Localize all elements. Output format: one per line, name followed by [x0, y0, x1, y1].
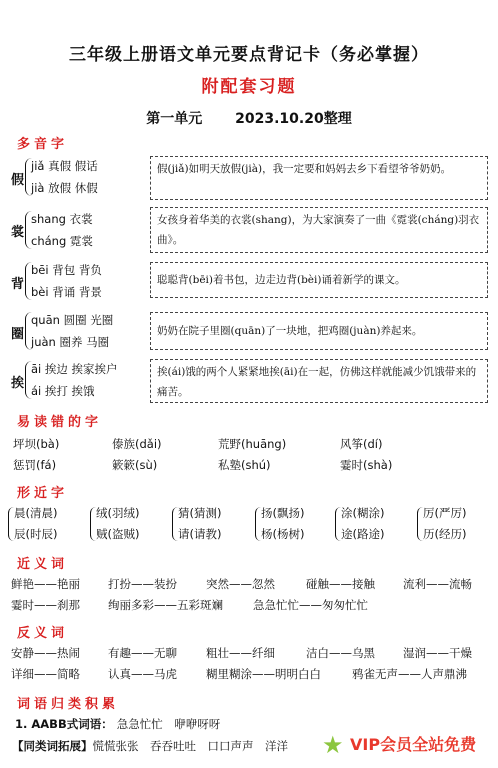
section-antonyms: 反义词: [17, 626, 69, 641]
example-sentence: 假(jiǎ)如明天放假(jià)，我一定要和妈妈去乡下看望爷爷奶奶。: [150, 156, 488, 200]
similar-word: 贼(盗贼): [96, 527, 140, 541]
synonym-pair: 绚丽多彩——五彩斑斓: [108, 598, 223, 612]
unit-date: 2023.10.20整理: [235, 111, 352, 127]
word-item: 霎时(shà): [340, 458, 393, 472]
reading-1: bēi 背包 背负: [31, 263, 102, 277]
polyphonic-char: 挨: [11, 376, 25, 391]
page-subtitle: 附配套习题: [201, 77, 297, 97]
watermark-text: VIP会员全站免费: [350, 735, 477, 754]
synonym-pair: 鲜艳——艳丽: [11, 577, 80, 591]
example-sentence: 聪聪背(bēi)着书包，边走边背(bèi)诵着新学的课文。: [150, 262, 488, 298]
antonym-pair: 湿润——干燥: [403, 646, 472, 660]
polyphonic-row: [8, 156, 492, 200]
similar-word: 晨(清晨): [14, 506, 58, 520]
section-categories: 词语归类积累: [17, 697, 120, 712]
antonym-pair: 粗壮——纤细: [206, 646, 275, 660]
reading-2: jià 放假 休假: [31, 181, 98, 195]
reading-2: bèi 背诵 背景: [31, 285, 102, 299]
reading-1: shang 衣裳: [31, 212, 93, 226]
similar-word: 猜(猜测): [178, 506, 222, 520]
reading-1: jiǎ 真假 假话: [31, 159, 98, 173]
extension-line: [12, 738, 288, 754]
section-confusing: 易读错的字: [17, 415, 103, 430]
unit-name: 第一单元: [146, 111, 203, 127]
synonym-pair: 霎时——刹那: [11, 598, 80, 612]
antonym-pair: 认真——马虎: [108, 667, 177, 681]
antonym-pair: 安静——热闹: [11, 646, 80, 660]
polyphonic-row: [8, 207, 492, 253]
polyphonic-char: 背: [11, 277, 25, 292]
reading-1: āi 挨边 挨家挨户: [31, 362, 118, 376]
similar-word: 绒(羽绒): [96, 506, 140, 520]
page-title: 三年级上册语文单元要点背记卡（务必掌握）: [69, 45, 429, 65]
word-item: 簌簌(sù): [112, 458, 158, 472]
similar-word: 请(请教): [178, 527, 222, 541]
synonym-pair: 流利——流畅: [403, 577, 472, 591]
similar-word: 辰(时辰): [14, 527, 58, 541]
polyphonic-char: 圈: [11, 327, 25, 342]
synonym-pair: 碰触——接触: [306, 577, 375, 591]
unit-header: [0, 108, 498, 128]
polyphonic-char: 裳: [11, 225, 25, 240]
section-synonyms: 近义词: [17, 557, 69, 572]
word-item: 风筝(dí): [340, 437, 383, 451]
reading-1: quān 圆圈 光圈: [31, 313, 114, 327]
synonym-pair: 打扮——装扮: [108, 577, 177, 591]
word-item: 坪坝(bà): [13, 437, 60, 451]
aabb-label: 1. AABB式词语：: [15, 717, 113, 731]
similar-word: 扬(飘扬): [261, 506, 305, 520]
aabb-words: 急急忙忙 咿咿呀呀: [116, 717, 221, 731]
vip-watermark[interactable]: [322, 730, 498, 760]
synonym-pair: 急急忙忙——匆匆忙忙: [253, 598, 368, 612]
example-sentence: 女孩身着华美的衣裳(shang)，为大家演奏了一曲《霓裳(cháng)羽衣曲》。: [150, 207, 488, 253]
star-icon: ★: [322, 731, 344, 759]
word-item: 荒野(huāng): [218, 437, 287, 451]
antonym-pair: 洁白——乌黑: [306, 646, 375, 660]
similar-word: 厉(严厉): [423, 506, 467, 520]
aabb-line: [15, 716, 220, 732]
reading-2: cháng 霓裳: [31, 234, 93, 248]
polyphonic-row: [8, 310, 492, 354]
word-item: 傣族(dǎi): [112, 437, 162, 451]
word-item: 惩罚(fá): [13, 458, 57, 472]
antonym-pair: 鸦雀无声——人声鼎沸: [352, 667, 467, 681]
polyphonic-row: [8, 260, 492, 304]
antonym-pair: 详细——简略: [11, 667, 80, 681]
similar-word: 涂(糊涂): [341, 506, 385, 520]
polyphonic-row: [8, 359, 492, 403]
similar-word: 历(经历): [423, 527, 467, 541]
example-sentence: 奶奶在院子里圈(quān)了一块地，把鸡圈(juàn)养起来。: [150, 312, 488, 350]
reading-2: juàn 圈养 马圈: [31, 335, 110, 349]
antonym-pair: 有趣——无聊: [108, 646, 177, 660]
antonym-pair: 糊里糊涂——明明白白: [206, 667, 321, 681]
section-similar: 形近字: [17, 486, 69, 501]
word-item: 私塾(shú): [218, 458, 271, 472]
similar-word: 杨(杨树): [261, 527, 305, 541]
example-sentence: 挨(ái)饿的两个人紧紧地挨(āi)在一起，仿佛这样就能减少饥饿带来的痛苦。: [150, 359, 488, 403]
similar-word: 途(路途): [341, 527, 385, 541]
extension-words: 慌慌张张 吞吞吐吐 口口声声 洋洋: [92, 739, 288, 753]
extension-label: 【同类词拓展】: [12, 739, 93, 753]
synonym-pair: 突然——忽然: [206, 577, 275, 591]
polyphonic-char: 假: [11, 173, 25, 188]
section-polyphonic: 多音字: [17, 137, 69, 152]
reading-2: ái 挨打 挨饿: [31, 384, 95, 398]
